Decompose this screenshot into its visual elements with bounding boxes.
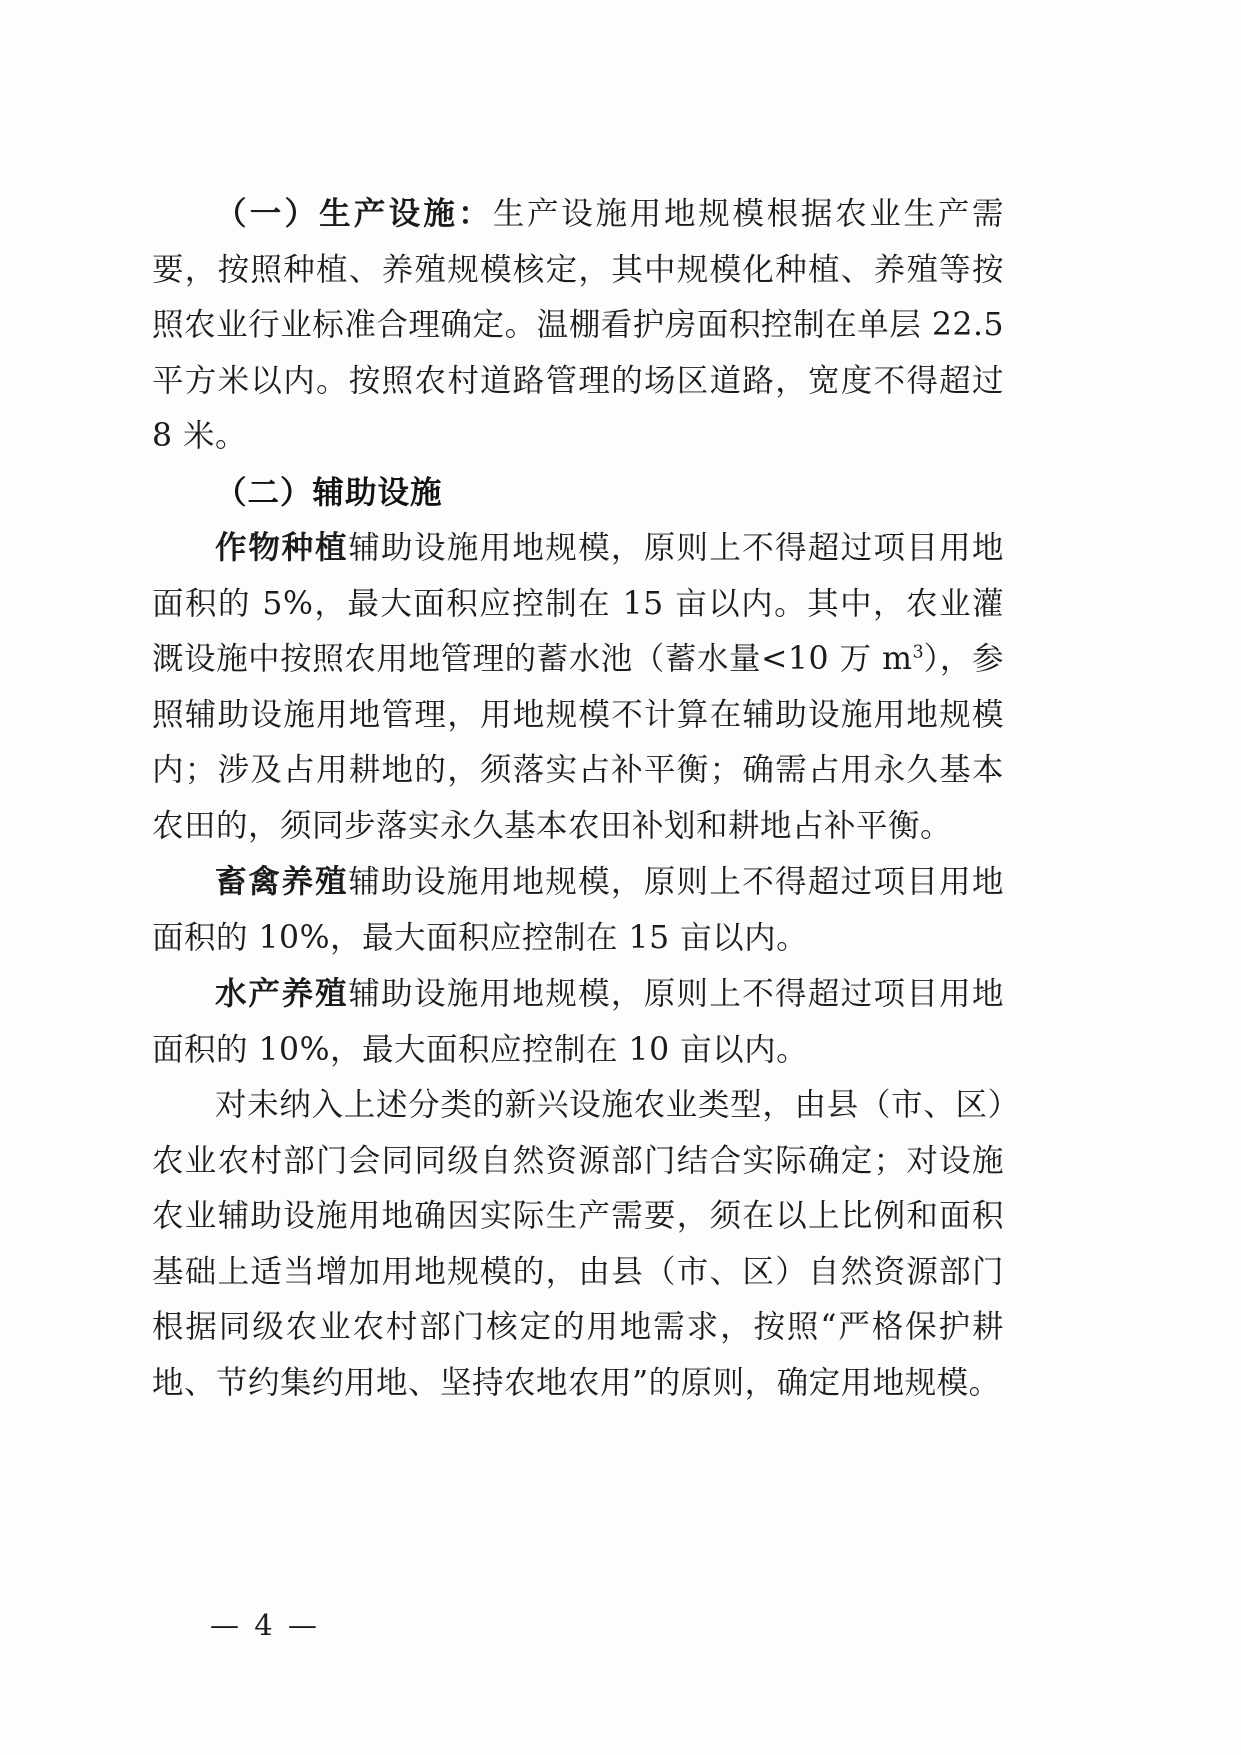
paragraph-body-livestock-poultry-breeding: 辅助设施用地规模，原则上不得超过项目用地面积的 10%，最大面积应控制在 15 亩以内。 xyxy=(152,864,1004,956)
heading-auxiliary-facilities: （二）辅助设施 xyxy=(215,473,443,511)
lead-label-livestock-poultry-breeding: 畜禽养殖 xyxy=(215,863,349,900)
paragraph-body-production-facilities: 生产设施用地规模根据农业生产需要，按照种植、养殖规模核定，其中规模化种植、养殖等按照农业行业标准合理确定。温棚看护房面积控制在单层 22.5 平方米以内。按照农村道路管理的场区道路，宽度不得超过 8 米。 xyxy=(152,196,1004,454)
paragraph-body-crop-planting-part1: 辅助设施用地规模，原则上不得超过项目用地面积的 5%，最大面积应控制在 15 亩以内。其中，农业灌溉设施中按照农用地管理的蓄水池（蓄水量<10 万 m xyxy=(152,530,1004,677)
lead-label-production-facilities: （一）生产设施： xyxy=(215,195,493,232)
paragraph-production-facilities xyxy=(152,186,1004,465)
paragraph-body-crop-planting-part2: ），参照辅助设施用地管理，用地规模不计算在辅助设施用地规模内；涉及占用耕地的，须落实占补平衡；确需占用永久基本农田的，须同步落实永久基本农田补划和耕地占补平衡。 xyxy=(152,641,1004,844)
page-number: — 4 — xyxy=(210,1608,320,1642)
superscript-cubic-meter: 3 xyxy=(912,642,924,663)
lead-label-crop-planting: 作物种植 xyxy=(215,529,349,566)
page-content xyxy=(152,186,1004,1411)
paragraph-emerging-types: 对未纳入上述分类的新兴设施农业类型，由县（市、区）农业农村部门会同同级自然资源部门结合实际确定；对设施农业辅助设施用地确因实际生产需要，须在以上比例和面积基础上适当增加用地规模的，由县（市、区）自然资源部门根据同级农业农村部门核定的用地需求，按照“严格保护耕地、节约集约用地、坚持农地农用”的原则，确定用地规模。 xyxy=(152,1087,1004,1401)
lead-label-aquaculture: 水产养殖 xyxy=(215,975,349,1012)
paragraph-livestock-poultry-breeding xyxy=(152,854,1004,966)
paragraph-crop-planting xyxy=(152,520,1004,854)
paragraph-aquaculture xyxy=(152,966,1004,1078)
paragraph-body-aquaculture: 辅助设施用地规模，原则上不得超过项目用地面积的 10%，最大面积应控制在 10 亩以内。 xyxy=(152,976,1004,1068)
